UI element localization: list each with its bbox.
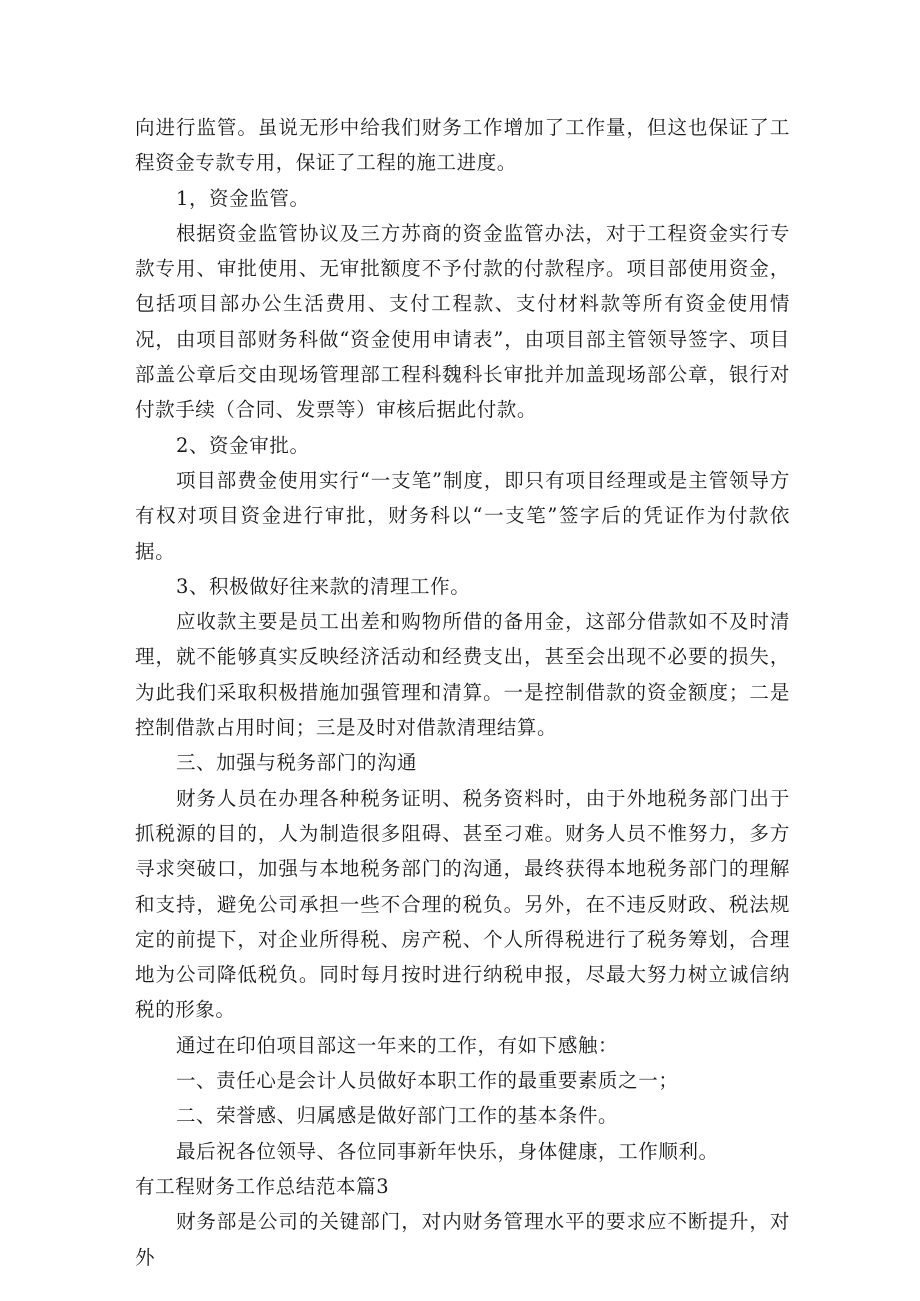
paragraph-fund-approval: 项目部费金使用实行“一支笔”制度，即只有项目经理或是主管领导方有权对项目资金进行审批，财务科以“一支笔”签字后的凭证作为付款依据。 — [135, 468, 790, 563]
subheading-receivables-cleanup: 3、积极做好往来款的清理工作。 — [175, 574, 471, 598]
paragraph-tax-communication: 财务人员在办理各种税务证明、税务资料时，由于外地税务部门出于抓税源的目的，人为制造很多阻碍、甚至刁难。财务人员不惟努力，多方寻求突破口，加强与本地税务部门的沟通，最终获得本地税务部门的理解和支持，避免公司承担一些不合理的税负。另外，在不违反财政、税法规定的前提下，对企业所得税、房产税、个人所得税进行了税务筹划，合理地为公司降低税负。同时每月按时进行纳税申报，尽最大努力树立诚信纳税的形象。 — [135, 786, 790, 1022]
paragraph-finance-dept-intro: 财务部是公司的关键部门，对内财务管理水平的要求应不断提升，对外 — [135, 1210, 790, 1269]
paragraph-receivables-cleanup: 应收款主要是员工出差和购物所借的备用金，这部分借款如不及时清理，就不能够真实反映经济活动和经费支出，甚至会出现不必要的损失，为此我们采取积极措施加强管理和清算。一是控制借款的资金额度；二是控制借款占用时间；三是及时对借款清理结算。 — [135, 610, 790, 740]
reflection-item-2: 二、荣誉感、归属感是做好部门工作的基本条件。 — [175, 1104, 619, 1128]
paragraph-closing-wishes: 最后祝各位领导、各位同事新年快乐，身体健康，工作顺利。 — [175, 1139, 719, 1163]
paragraph-fund-supervision: 根据资金监管协议及三方苏商的资金监管办法，对于工程资金实行专款专用、审批使用、无审批额度不予付款的付款程序。项目部使用资金，包括项目部办公生活费用、支付工程款、支付材料款等所有资金使用情况，由项目部财务科做“资金使用申请表”，由项目部主管领导签字、项目部盖公章后交由现场管理部工程科魏科长审批并加盖现场部公章，银行对付款手续（合同、发票等）审核后据此付款。 — [135, 221, 790, 422]
section-title-part-3: 有工程财务工作总结范本篇3 — [135, 1174, 390, 1198]
paragraph-continuation: 向进行监管。虽说无形中给我们财务工作增加了工作量，但这也保证了工程资金专款专用，保证了工程的施工进度。 — [135, 116, 790, 175]
reflection-item-1: 一、责任心是会计人员做好本职工作的最重要素质之一； — [175, 1069, 679, 1093]
subheading-fund-supervision: 1，资金监管。 — [175, 186, 310, 210]
subheading-fund-approval: 2、资金审批。 — [175, 433, 310, 457]
heading-tax-communication: 三、加强与税务部门的沟通 — [175, 751, 418, 775]
document-body — [135, 110, 790, 1275]
paragraph-reflections-intro: 通过在印伯项目部这一年来的工作，有如下感触： — [175, 1033, 619, 1057]
